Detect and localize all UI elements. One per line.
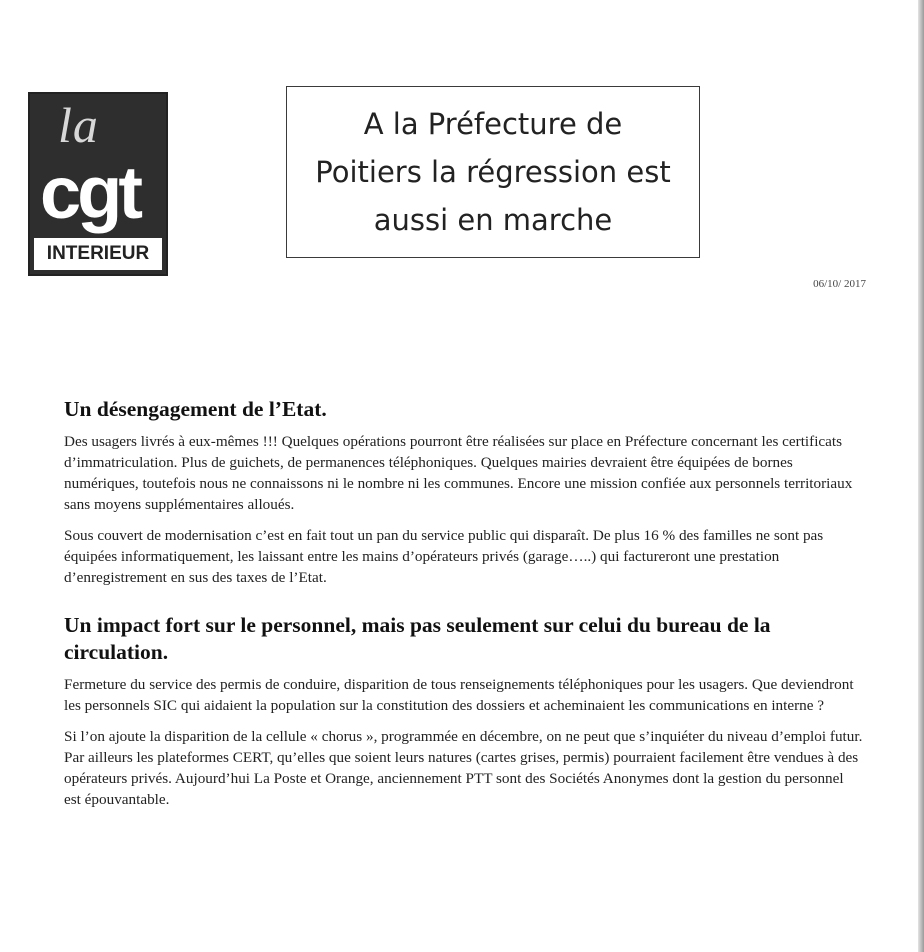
section-heading: Un impact fort sur le personnel, mais pas seulement sur celui du bureau de la circulation. bbox=[64, 613, 771, 664]
document-title bbox=[315, 100, 670, 244]
document-body bbox=[64, 396, 864, 820]
logo-interieur-banner: INTERIEUR bbox=[34, 238, 162, 270]
paragraph: Sous couvert de modernisation c’est en fait tout un pan du service public qui disparaît. De plus 16 % des familles ne sont pas équipées informatiquement, les laissant entre les mains d’opérateurs privés (garage…..) qui factureront une prestation d’enregistrement en sus des taxes de l’Etat. bbox=[64, 527, 824, 586]
paragraph: Si l’on ajoute la disparition de la cellule « chorus », programmée en décembre, on ne peut que s’inquiéter du niveau d’emploi futur. Par ailleurs les plateformes CERT, qu’elles que soient leurs natures (cartes grises, permis) pourraient facilement être vendues à des opérateurs privés. Aujourd’hui La Poste et Orange, anciennement PTT sont des Sociétés Anonymes dont la gestion du personnel est épouvantable. bbox=[64, 728, 863, 808]
section-heading: Un désengagement de l’Etat. bbox=[64, 397, 327, 421]
logo-la-text: la bbox=[58, 97, 99, 153]
page-edge bbox=[918, 0, 924, 952]
section-desengagement bbox=[64, 396, 864, 588]
title-line-3: aussi en marche bbox=[373, 203, 613, 237]
title-line-2: Poitiers la régression est bbox=[315, 155, 671, 189]
title-box bbox=[286, 86, 700, 258]
document-date: 06/10/ 2017 bbox=[813, 278, 866, 290]
cgt-interieur-logo bbox=[28, 92, 168, 276]
logo-cgt-text: cgt bbox=[40, 151, 139, 234]
title-line-1: A la Préfecture de bbox=[363, 107, 623, 141]
paragraph: Des usagers livrés à eux-mêmes !!! Quelques opérations pourront être réalisées sur place en Préfecture concernant les certificats d’immatriculation. Plus de guichets, de permanences téléphoniques. Quelques mairies devraient être équipées de bornes numériques, toutefois nous ne connaissons ni le nombre ni les communes. Encore une mission confiée aux personnels territoriaux sans moyens supplémentaires alloués. bbox=[64, 433, 853, 513]
section-impact-personnel bbox=[64, 612, 864, 810]
paragraph: Fermeture du service des permis de conduire, disparition de tous renseignements téléphoniques pour les usagers. Que deviendront les personnels SIC qui aidaient la population sur la constitution des dossiers et acheminaient les communications en interne ? bbox=[64, 676, 854, 714]
